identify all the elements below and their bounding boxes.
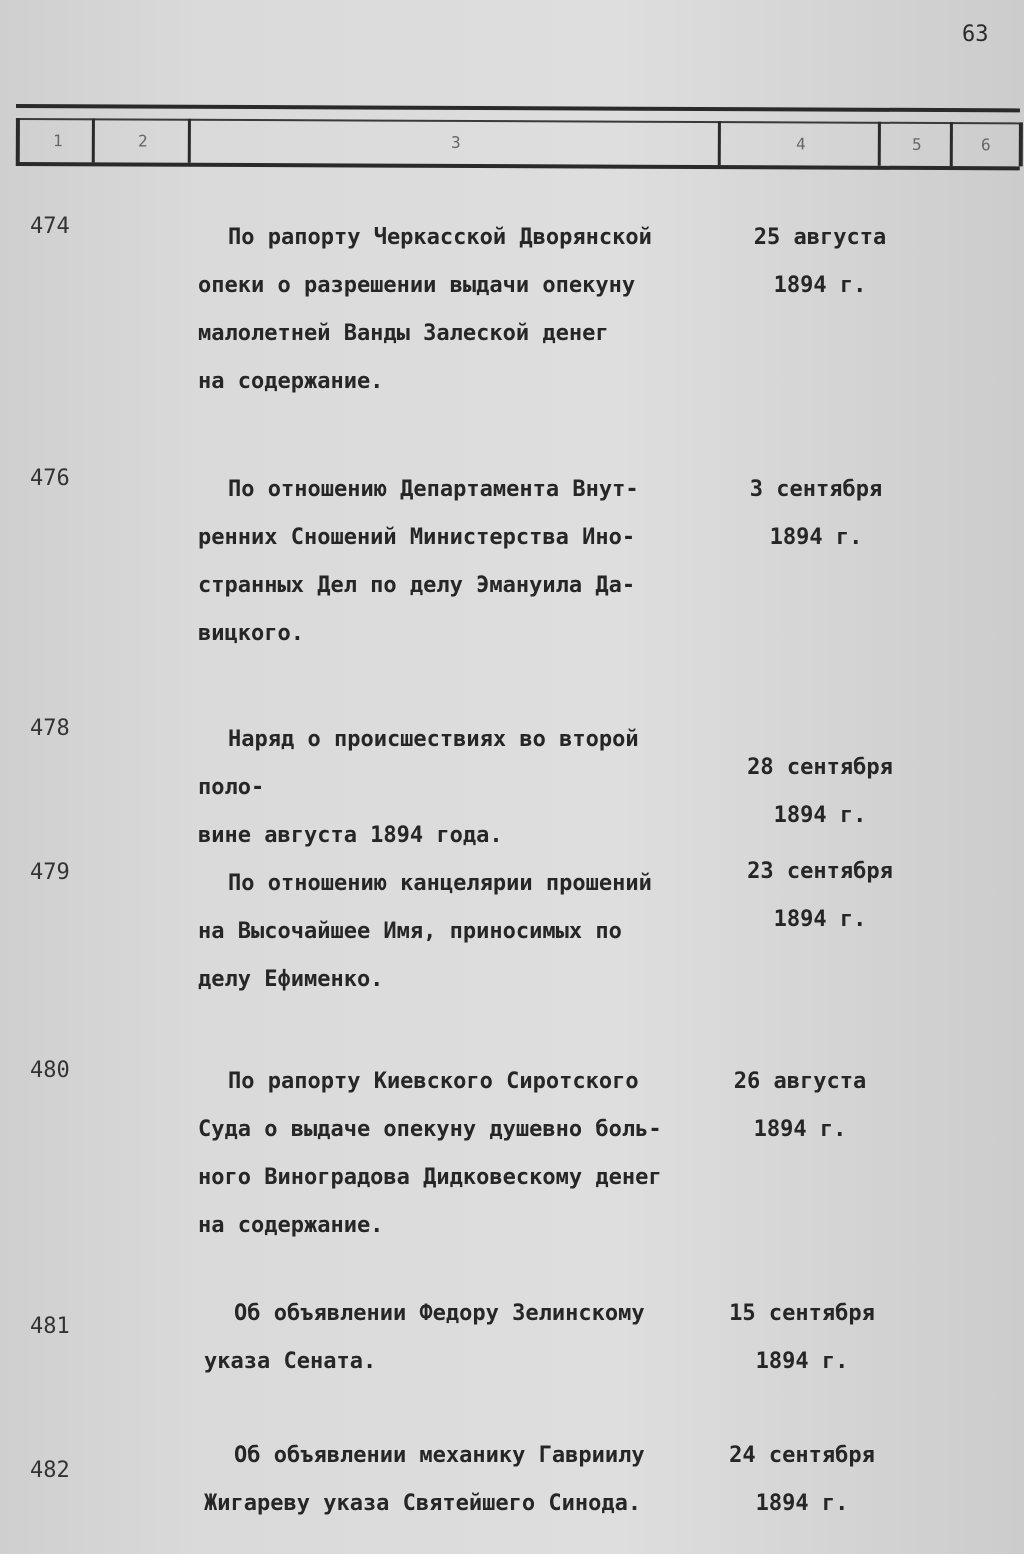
entry-number: 480 [30, 1058, 70, 1083]
entry-date: 26 августа 1894 г. [733, 1069, 867, 1142]
entry-description: Об объявлении Федору Зелинскому указа Сената. [204, 1301, 645, 1374]
entry-date: 25 августа 1894 г. [753, 225, 887, 298]
header-col-3: 3 [188, 119, 721, 165]
page-number: 63 [962, 22, 989, 47]
entry-number: 476 [30, 466, 70, 491]
entry-description: Об объявлении механику Гавриилу Жигареву указа Святейшего Синода. [204, 1443, 645, 1516]
entry-date: 3 сентября 1894 г. [749, 477, 883, 550]
entry-number: 482 [30, 1458, 70, 1483]
header-col-4: 4 [718, 121, 881, 166]
entry-number: 474 [30, 214, 70, 239]
entry-date: 15 сентября 1894 г. [729, 1301, 875, 1374]
entry-description: По рапорту Киевского Сиротского Суда о выдаче опекуну душевно боль- ного Виноградова Дидковескому денег на содержание. [198, 1069, 662, 1238]
entry-description: Наряд о происшествиях во второй поло- вине августа 1894 года. [198, 727, 639, 848]
header-col-5: 5 [878, 122, 953, 166]
entry-description: По рапорту Черкасской Дворянской опеки о разрешении выдачи опекуну малолетней Ванды Залеской денег на содержание. [198, 225, 652, 394]
header-col-6: 6 [950, 122, 1023, 166]
entry-date: 23 сентября 1894 г. [747, 859, 893, 932]
entry-number: 478 [30, 716, 70, 741]
header-col-1: 1 [16, 118, 96, 162]
entry-description: По отношению Департамента Внут- ренних Сношений Министерства Ино- странных Дел по делу Эмануила Да- вицкого. [198, 477, 639, 646]
column-header-table [16, 104, 1020, 170]
entry-number: 481 [30, 1314, 70, 1339]
entry-date: 24 сентября 1894 г. [729, 1443, 875, 1516]
entry-date: 28 сентября 1894 г. [747, 755, 893, 828]
entry-number: 479 [30, 860, 70, 885]
header-col-2: 2 [92, 118, 191, 162]
entry-description: По отношению канцелярии прошений на Высочайшее Имя, приносимых по делу Ефименко. [198, 871, 652, 992]
